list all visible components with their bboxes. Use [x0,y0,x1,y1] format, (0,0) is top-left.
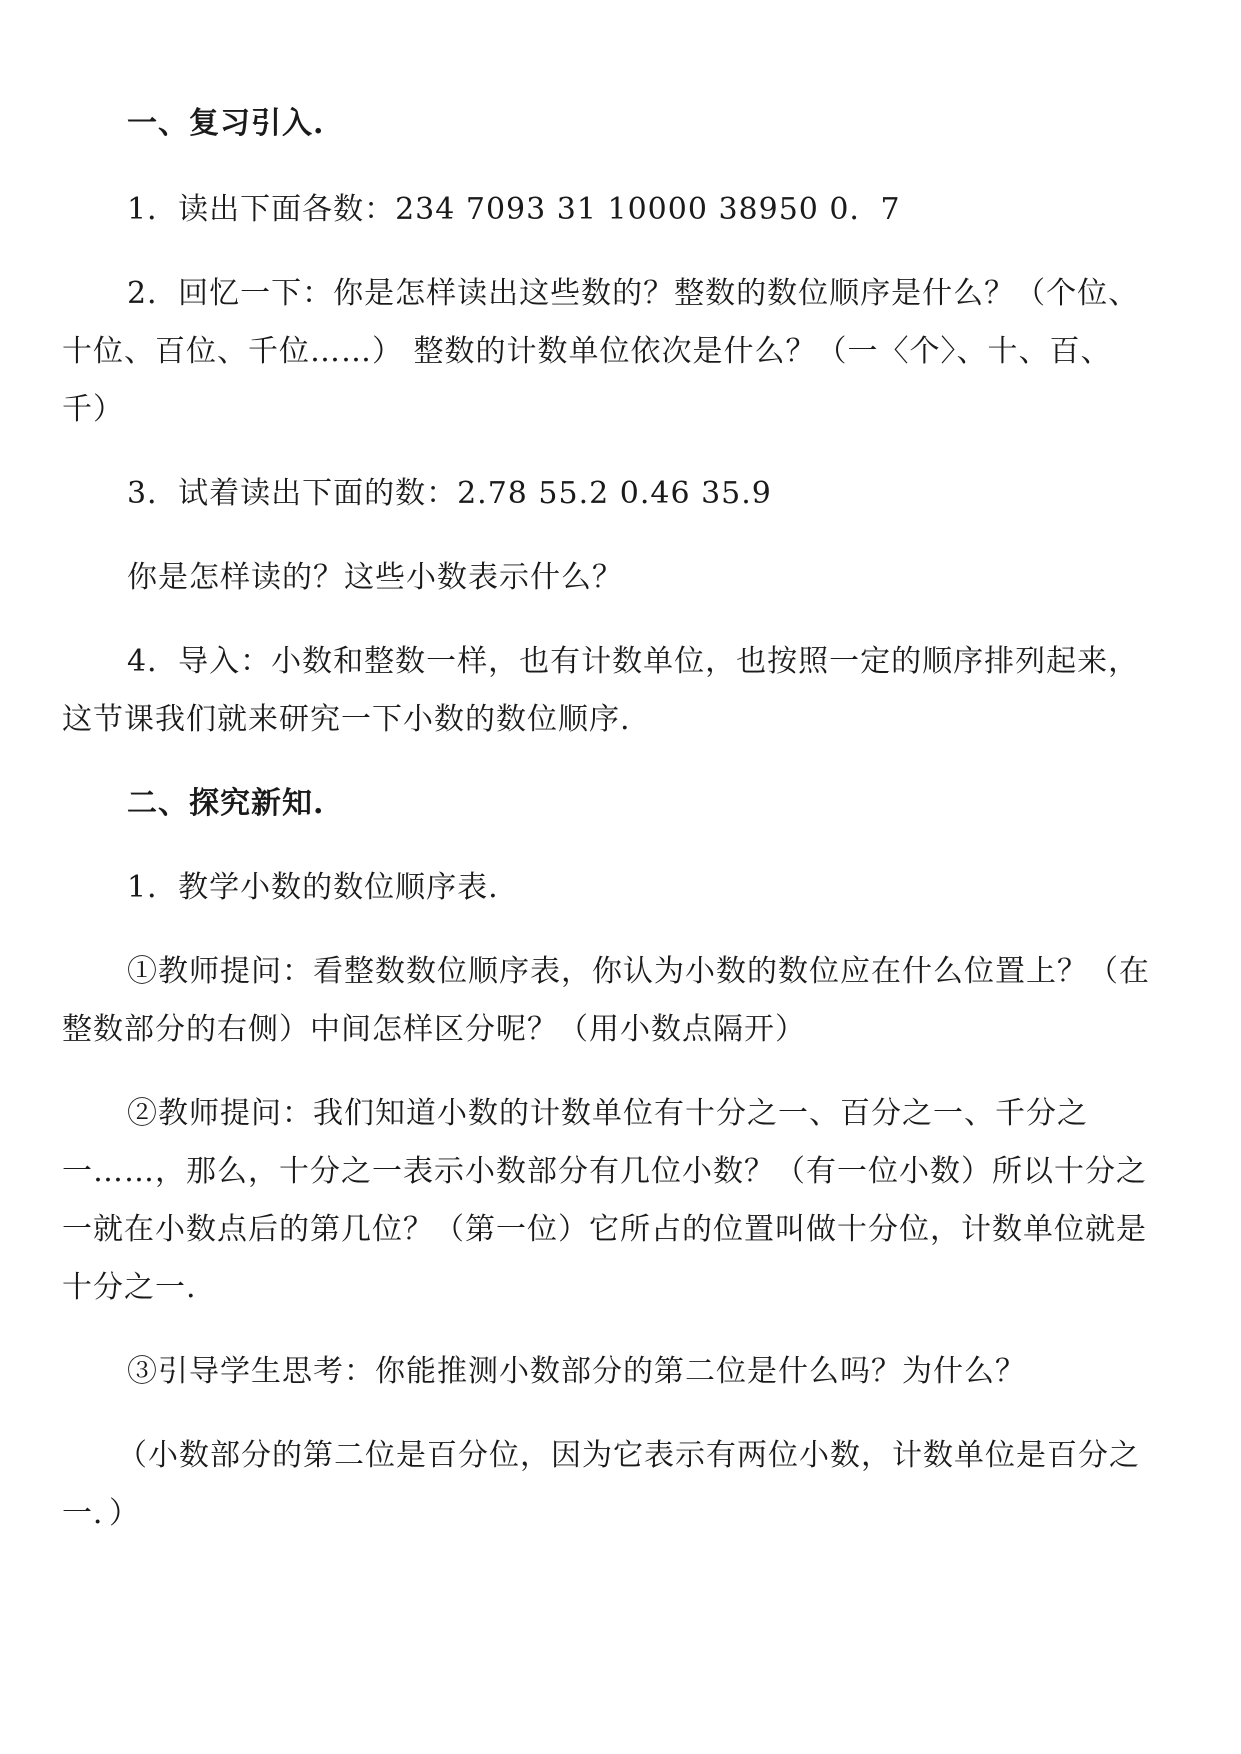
paragraph-recall-line-3: 千） [62,392,124,427]
paragraph-question1-line-2: 整数部分的右侧）中间怎样区分呢？（用小数点隔开） [62,1012,806,1047]
paragraph-question2-line-1: ②教师提问：我们知道小数的计数单位有十分之一、百分之一、千分之 [127,1096,1088,1131]
paragraph-question3: ③引导学生思考：你能推测小数部分的第二位是什么吗？为什么？ [127,1354,1026,1389]
paragraph-intro-line-2: 这节课我们就来研究一下小数的数位顺序. [62,702,631,737]
paragraph-question2-line-4: 十分之一. [62,1270,197,1305]
paragraph-question1-line-1: ①教师提问：看整数数位顺序表，你认为小数的数位应在什么位置上？（在 [127,954,1150,989]
paragraph-try-read: 3．试着读出下面的数：2.78 55.2 0.46 35.9 [127,476,772,511]
paragraph-answer3-line-1: （小数部分的第二位是百分位，因为它表示有两位小数，计数单位是百分之 [117,1438,1140,1473]
paragraph-question2-line-2: 一……，那么，十分之一表示小数部分有几位小数？（有一位小数）所以十分之 [62,1154,1147,1189]
paragraph-recall-line-1: 2．回忆一下：你是怎样读出这些数的？整数的数位顺序是什么？（个位、 [127,276,1140,311]
section-heading-explore: 二、探究新知. [127,786,325,821]
paragraph-read-numbers: 1．读出下面各数：234 7093 31 10000 38950 0．7 [127,192,901,227]
section-heading-review: 一、复习引入. [127,106,325,141]
paragraph-teach-table: 1．教学小数的数位顺序表. [127,870,499,905]
paragraph-how-read: 你是怎样读的？这些小数表示什么？ [127,560,623,595]
paragraph-answer3-line-2: 一．） [62,1496,140,1531]
paragraph-intro-line-1: 4．导入：小数和整数一样，也有计数单位，也按照一定的顺序排列起来， [127,644,1140,679]
paragraph-question2-line-3: 一就在小数点后的第几位？（第一位）它所占的位置叫做十分位，计数单位就是 [62,1212,1147,1247]
paragraph-recall-line-2: 十位、百位、千位……） 整数的计数单位依次是什么？（一〈个〉、十、百、 [62,334,1112,369]
